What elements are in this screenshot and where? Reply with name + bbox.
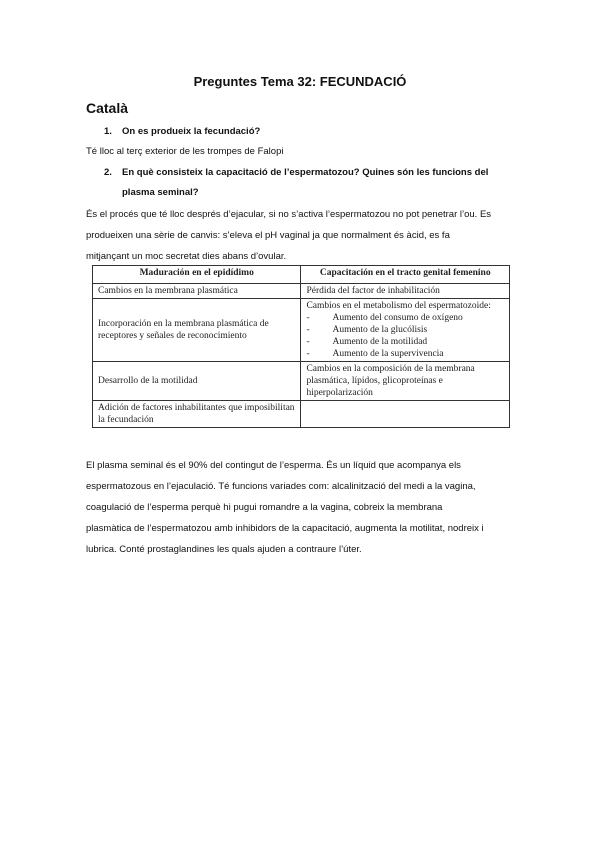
table-row bbox=[93, 401, 510, 428]
answer-line: espermatozous en l’ejaculació. Té funcions variades com: alcalinització del medi a la vagina, bbox=[86, 481, 476, 492]
table-cell bbox=[301, 401, 510, 428]
answer-line: produeixen una sèrie de canvis: s’eleva el pH vaginal ja que normalment és àcid, es fa bbox=[86, 230, 450, 241]
question-text: En què consisteix la capacitació de l’espermatozou? Quines són les funcions del plasma seminal? bbox=[122, 167, 489, 198]
section-heading: Català bbox=[86, 100, 129, 116]
table-header: Capacitación en el tracto genital femenino bbox=[301, 266, 510, 284]
comparison-table bbox=[92, 265, 510, 428]
table-cell: Pérdida del factor de inhabilitación bbox=[301, 284, 510, 299]
table-row bbox=[93, 284, 510, 299]
answer-line: coagulació de l’esperma perquè hi pugui romandre a la vagina, cobreix la membrana bbox=[86, 502, 443, 513]
answer-2 bbox=[86, 204, 516, 267]
table-cell: Incorporación en la membrana plasmática de receptores y señales de reconocimiento bbox=[93, 299, 301, 362]
question-2 bbox=[104, 163, 504, 203]
table-cell: Desarrollo de la motilidad bbox=[93, 362, 301, 401]
answer-line: Té lloc al terç exterior de les trompes de Falopi bbox=[86, 146, 284, 157]
cell-list bbox=[306, 312, 504, 360]
answer-line: lubrica. Conté prostaglandines les quals ajuden a contraure l’úter. bbox=[86, 544, 362, 555]
table-header-row bbox=[93, 266, 510, 284]
answer-line: El plasma seminal és el 90% del contingut de l’esperma. És un líquid que acompanya els bbox=[86, 460, 461, 471]
table-cell: Cambios en la membrana plasmática bbox=[93, 284, 301, 299]
answer-3 bbox=[86, 455, 516, 560]
table-cell: Adición de factores inhabilitantes que imposibilitan la fecundación bbox=[93, 401, 301, 428]
list-item: - Aumento de la supervivencia bbox=[306, 348, 504, 360]
question-number: 1. bbox=[104, 126, 112, 137]
answer-1 bbox=[86, 141, 516, 162]
question-text: On es produeix la fecundació? bbox=[122, 126, 261, 137]
page-title: Preguntes Tema 32: FECUNDACIÓ bbox=[193, 74, 407, 89]
table-row bbox=[93, 299, 510, 362]
list-item: - Aumento de la glucólisis bbox=[306, 324, 504, 336]
answer-line: plasmàtica de l’espermatozou amb inhibidors de la capacitació, augmenta la motilitat, nodreix i bbox=[86, 523, 484, 534]
answer-line: mitjançant un moc secretat dies abans d’ovular. bbox=[86, 251, 287, 262]
table-header: Maduración en el epidídimo bbox=[93, 266, 301, 284]
list-item: - Aumento de la motilidad bbox=[306, 336, 504, 348]
table-cell: Cambios en la composición de la membrana plasmática, lípidos, glicoproteínas e hiperpolarización bbox=[301, 362, 510, 401]
table-row bbox=[93, 362, 510, 401]
question-1 bbox=[104, 122, 524, 142]
cell-intro: Cambios en el metabolismo del espermatozoide: bbox=[306, 301, 491, 311]
question-number: 2. bbox=[104, 167, 112, 178]
table-cell bbox=[301, 299, 510, 362]
list-item: - Aumento del consumo de oxígeno bbox=[306, 312, 504, 324]
answer-line: És el procés que té lloc després d’ejacular, si no s’activa l’espermatozou no pot penetrar l’ou. Es bbox=[86, 209, 492, 220]
